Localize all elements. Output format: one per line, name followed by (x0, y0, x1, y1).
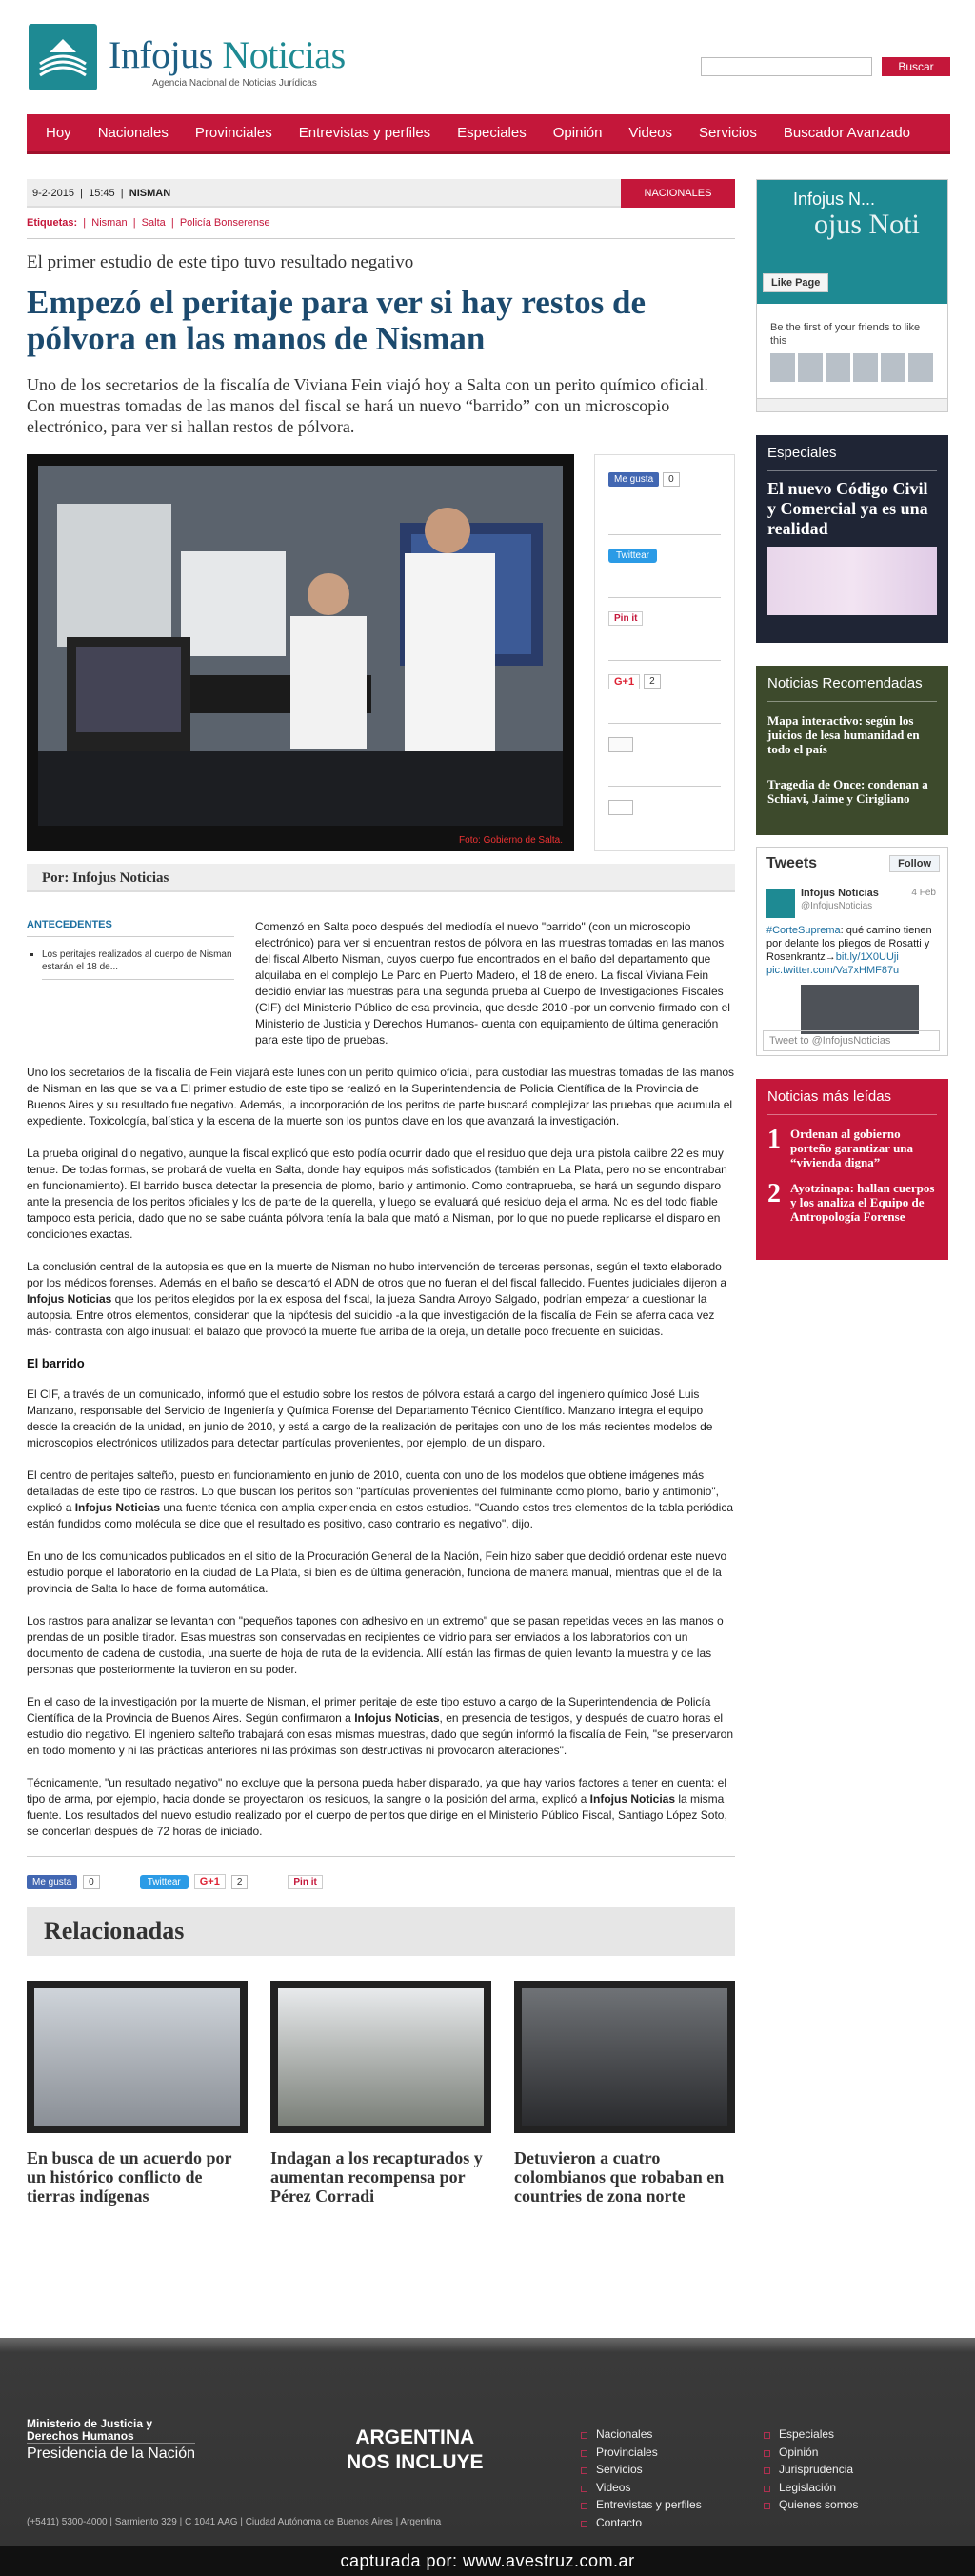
related-image[interactable] (514, 1981, 735, 2133)
related-title[interactable]: Detuvieron a cuatro colombianos que robaban en countries de zona norte (514, 2148, 725, 2206)
footer-link[interactable]: Nacionales (575, 2426, 702, 2444)
article-meta: 9-2-2015 | 15:45 | NISMAN NACIONALES (27, 179, 735, 208)
tweets-title: Tweets (766, 855, 818, 871)
nav-buscador[interactable]: Buscador Avanzado (783, 125, 911, 141)
bottom-share (27, 1856, 735, 1889)
related-item[interactable] (514, 1981, 735, 2206)
brand-subtitle: Agencia Nacional de Noticias Jurídicas (152, 78, 317, 89)
paragraph-2: Uno los secretarios de la fiscalía de Fein viajará este lunes con un perito químico oficial, para custodiar las muestras tomadas de las manos de Nisman en las que se va a El primer estudio de este tipo se realizó en la Superintendencia de Policía Científica de la Provincia de Buenos Aires y su resultado fue negativo. Además, la incorporación de los peritos de parte buscará complejizar las pruebas que acumula el expediente. Toxicología, balística y la escena de la muerte son los puntos clave en los que avanzará la investigación. (27, 1066, 735, 1128)
leida-number: 1 (767, 1125, 781, 1154)
article-time: 15:45 (89, 188, 115, 199)
lab-photo (38, 466, 563, 826)
fb-like-button-bottom[interactable]: Me gusta (27, 1875, 77, 1889)
paragraph-1: Comenzó en Salta poco después del mediodía el nuevo "barrido" (con un microscopio electrónico) para ver si encuentran restos de pólvora en las muestras tomadas en las manos del fiscal Alberto Nisman, cuyos cuerpo fue encontrados en el baño del departamento que alquilaba en el complejo Le Parc en Puerto Madero, el 18 de enero. La fiscal Viviana Fein decidió enviar las muestras para una segunda prueba al Cuerpo de Investigaciones Fiscales (CIF) del Ministerio Público de esa provincia, que desde 2010 -por un convenio firmado con el Ministerio de Justicia y Derechos Humanos- cuenta con equipamiento de última generación para este tipo de pruebas. (255, 920, 730, 1047)
related-title[interactable]: Indagan a los recapturados y aumentan recompensa por Pérez Corradi (270, 2148, 483, 2206)
footer-link[interactable]: Contacto (575, 2514, 702, 2532)
antecedentes-link[interactable]: ▪ Los peritajes realizados al cuerpo de Nisman estarán el 18 de... (42, 949, 234, 980)
nav-nacionales[interactable]: Nacionales (97, 125, 169, 141)
leida-title[interactable]: Ordenan al gobierno porteño garantizar una “vivienda digna” (790, 1127, 914, 1169)
main-nav (27, 114, 950, 154)
tweet-input[interactable]: Tweet to @InfojusNoticias (763, 1030, 940, 1051)
footer-links-2 (758, 2426, 858, 2514)
article-title: Empezó el peritaje para ver si hay restos de pólvora en las manos de Nisman (27, 284, 646, 357)
fb-page-name[interactable]: Infojus N... (793, 190, 876, 209)
article-lead: Uno de los secretarios de la fiscalía de Viviana Fein viajó hoy a Salta con un perito químico oficial. Con muestras tomadas de las manos del fiscal se hará un nuevo “barrido” con un microscopio electrónico, para ver si hallan restos de pólvora. (27, 375, 708, 436)
nav-especiales[interactable]: Especiales (457, 125, 527, 141)
related-grid (27, 1981, 735, 2206)
footer-links-1 (575, 2426, 702, 2531)
divider (27, 238, 735, 239)
tweet-link[interactable]: bit.ly/1X0UUji (835, 951, 899, 963)
gplus-count: 2 (644, 674, 661, 689)
media-block (27, 454, 735, 854)
avatar[interactable] (766, 889, 795, 918)
fb-count-bottom: 0 (83, 1875, 100, 1889)
search-input[interactable] (701, 57, 872, 76)
logo-icon[interactable] (29, 24, 97, 90)
pinterest-button[interactable]: Pin it (608, 611, 643, 626)
share-panel (594, 454, 735, 851)
fb-page-cover-text: ojus Noti (814, 209, 920, 240)
nav-videos[interactable]: Videos (628, 125, 673, 141)
gplus-count-bottom: 2 (231, 1875, 249, 1889)
fb-like-button[interactable]: Me gusta (608, 472, 659, 487)
tweet-date[interactable]: 4 Feb (911, 888, 936, 898)
paragraph-3: La prueba original dio negativo, aunque la fiscal explicó que esto podía ocurrir dado que el residuo que deja una pistola calibre 22 es muy tenue. De todas formas, se probará de vuelta en Salta, donde hay equipos más sofisticados (también en La Plata, pero no se encontraban en funcionamiento). El barrido busca detectar la presencia de plomo, bario y antimonio. Como contraprueba, se hará un segundo disparo ante la presencia de los peritos oficiales y los de parte de la querella, y luego se evaluará qué residuo deja el arma. No es del todo fiable tampoco esta pericia, dado que no se sabe cuánta pólvora tenía la bala que mató a Nisman, por lo que no puede replicarse el disparo en condiciones exactas. (27, 1147, 727, 1241)
site-footer (0, 2338, 975, 2576)
footer-link[interactable]: Provinciales (575, 2444, 702, 2462)
fb-faces (770, 353, 933, 382)
paragraph-6: El centro de peritajes salteño, puesto en funcionamiento en junio de 2010, cuenta con uno de los modelos que obtiene imágenes más detalladas de este tipo de rastros. Lo que buscan los peritos son "partículas provenientes del fulminante como plomo, bario y antimonio", explicó a Infojus Noticias una fuente técnica con amplia experiencia en estos estudios. "Cuando estos tres elementos de la tabla periódica están fundidos como molécula se dice que el resultado es positivo, caso contrario es negativo", dijo. (27, 1468, 734, 1530)
especiales-title: Especiales (767, 445, 937, 471)
recomendada-link[interactable]: Mapa interactivo: según los juicios de lesa humanidad en todo el país (767, 713, 920, 756)
footer-link[interactable]: Legislación (758, 2479, 858, 2497)
search-button[interactable]: Buscar (882, 57, 950, 76)
footer-presidencia[interactable]: Presidencia de la Nación (27, 2443, 195, 2463)
twitter-button-bottom[interactable]: Twittear (140, 1875, 189, 1889)
tweet-author[interactable]: Infojus Noticias (801, 888, 879, 899)
fb-first-friends: Be the first of your friends to like this (770, 322, 921, 347)
especiales-box (756, 435, 948, 643)
recomendadas-box (756, 666, 948, 835)
related-title[interactable]: En busca de un acuerdo por un histórico conflicto de tierras indígenas (27, 2148, 232, 2206)
paragraph-4: La conclusión central de la autopsia es que en la muerte de Nisman no hubo intervención de terceras personas, según el texto elaborado por los médicos forenses. Además en el baño se descartó el ADN de otros que no fueran el del fiscal fallecido. Fuentes judiciales dijeron a Infojus Noticias que los peritos elegidos por la ex esposa del fiscal, la jueza Sandra Arroyo Salgado, podrían empezar a cuestionar la autopsia. Entre otros elementos, consideran que la hipótesis del suicidio -a la que investigación de la fiscalía de Fein se aferra cada vez más- contrasta con algo inusual: el balazo que provocó la muerte fue arriba de la oreja, un detalle poco frecuente en suicidas. (27, 1260, 727, 1338)
mas-leidas-box (756, 1079, 948, 1260)
footer-link[interactable]: Opinión (758, 2444, 858, 2462)
paragraph-8: Los rastros para analizar se levantan con "pequeños tapones con adhesivo en un extremo" que se pasan repetidas veces en las manos o prendas de un posible tirador. Esas muestras son conservadas en recipientes de vidrio para ser enviados a los laboratorios con un documento de cadena de custodia, una suerte de hoja de ruta de la evidencia. Allí están las firmas de quien levanto la muestra y de las personas que posteriormente la tuvieron en su poder. (27, 1614, 724, 1676)
gplus-button[interactable]: G+1 (608, 674, 640, 689)
footer-link[interactable]: Entrevistas y perfiles (575, 2496, 702, 2514)
leida-number: 2 (767, 1179, 781, 1208)
article-date: 9-2-2015 (32, 188, 75, 199)
nav-entrevistas[interactable]: Entrevistas y perfiles (298, 125, 431, 141)
brand-name[interactable]: Infojus Noticias (109, 33, 346, 76)
especiales-link[interactable]: El nuevo Código Civil y Comercial ya es una realidad (767, 479, 928, 538)
tags-row: Etiquetas: | Nisman | Salta | Policía Bonserense (27, 217, 270, 229)
tweet-text: #CorteSuprema: qué camino tienen por delante los pliegos de Rosatti y Rosenkrantz→bit.ly/1X0UUji pic.twitter.com/Va7xHMF87u (766, 925, 932, 976)
related-heading: Relacionadas (27, 1907, 735, 1956)
footer-link[interactable]: Quienes somos (758, 2496, 858, 2514)
twitter-widget (756, 847, 948, 1056)
nav-opinion[interactable]: Opinión (552, 125, 603, 141)
fb-like-count: 0 (663, 472, 680, 487)
site-header (27, 21, 950, 95)
leida-item[interactable] (767, 1127, 937, 1169)
article-topic[interactable]: NISMAN (129, 188, 171, 199)
recomendadas-title: Noticias Recomendadas (767, 675, 937, 702)
capture-credit: capturada por: www.avestruz.com.ar (0, 2546, 975, 2576)
argentina-line-1: ARGENTINA (355, 2426, 475, 2448)
twitter-button[interactable]: Twittear (608, 549, 657, 563)
tweet-image[interactable] (801, 985, 919, 1034)
tweet-handle[interactable]: @InfojusNoticias (801, 901, 873, 911)
tweet-pic-link[interactable]: pic.twitter.com/Va7xHMF87u (766, 965, 900, 976)
paragraph-5: El CIF, a través de un comunicado, informó que el estudio sobre los restos de pólvora estará a cargo del ingeniero químico José Luis Manzano, responsable del Servicio de Ingeniería y Química Forense del Departamento Técnico Científico. Manzano integra el equipo desde la creación de la unidad, en junio de 2010, y está a cargo de la realización de peritajes con uno de los más recientes modelos de microscopios electrónicos utilizados para detectar partículas provenientes, por ejemplo, de un disparo. (27, 1388, 713, 1449)
subheading: El barrido (27, 1356, 85, 1370)
footer-link[interactable]: Servicios (575, 2461, 702, 2479)
paragraph-10: Técnicamente, "un resultado negativo" no excluye que la persona pueda haber disparado, ya que hay varios factores a tener en cuenta: el tipo de arma, por ejemplo, hacia donde se proyectaron los residuos, la sangre o la posición del arma, explicó a Infojus Noticias la misma fuente. Los resultados del nuevo estudio realizado por el cuerpo de peritos que dirige en el Ministerio Público Fiscal, Santiago López Soto, se concerlan después de 72 horas de iniciado. (27, 1776, 727, 1838)
nav-hoy[interactable]: Hoy (46, 125, 71, 141)
antecedentes-box (27, 919, 234, 980)
fb-cover[interactable] (757, 180, 947, 304)
article-body (27, 919, 735, 1840)
article-photo[interactable] (27, 454, 574, 851)
tweet-hashtag[interactable]: #CorteSuprema (766, 925, 841, 936)
footer-link[interactable]: Especiales (758, 2426, 858, 2444)
paragraph-9: En el caso de la investigación por la muerte de Nisman, el primer peritaje de este tipo estuvo a cargo de la Superintendencia de Policía Científica de la Provincia de Buenos Aires. Según confirmaron a Infojus Noticias, en presencia de testigos, y después de cuatro horas el estudio dio negativo. El ingeniero salteño trabajará con esas mismas muestras, dado que según informó la fiscalía de Fein, "se preservaron en todo momento y ni las prácticas anteriores ni las próximas son destructivas ni provocaron alteraciones". (27, 1695, 734, 1757)
article-kicker: El primer estudio de este tipo tuvo resultado negativo (27, 252, 414, 272)
recomendada-link[interactable]: Tragedia de Once: condenan a Schiavi, Jaime y Cirigliano (767, 777, 928, 806)
section-badge[interactable]: NACIONALES (621, 179, 735, 208)
follow-button[interactable]: Follow (889, 855, 940, 872)
footer-link[interactable]: Videos (575, 2479, 702, 2497)
nav-provinciales[interactable]: Provinciales (194, 125, 272, 141)
tag-policia[interactable]: Policía Bonserense (179, 217, 270, 229)
article-author: Por: Infojus Noticias (27, 864, 735, 892)
tags-label: Etiquetas: (27, 217, 78, 229)
facebook-widget (756, 179, 948, 412)
photo-caption: Foto: Gobierno de Salta. (459, 835, 563, 846)
related-image[interactable] (27, 1981, 248, 2133)
leida-item[interactable] (767, 1181, 937, 1224)
leida-title[interactable]: Ayotzinapa: hallan cuerpos y los analiza el Equipo de Antropología Forense (790, 1181, 935, 1224)
gplus-button-bottom[interactable]: G+1 (194, 1874, 226, 1889)
sidebar (756, 179, 948, 1260)
paragraph-7: En uno de los comunicados publicados en el sitio de la Procuración General de la Nación, Fein hizo saber que decidió ordenar este nuevo estudio porque el laboratorio en la ciudad de La Plata, si bien es de última generación, funciona de manera manual, mientras que el de la provincia de Salta lo hace de forma automática. (27, 1549, 727, 1595)
footer-address: (+5411) 5300-4000 | Sarmiento 329 | C 1041 AAG | Ciudad Autónoma de Buenos Aires | Argentina (27, 2517, 442, 2527)
email-icon[interactable] (608, 800, 633, 815)
tag-salta[interactable]: Salta (141, 217, 166, 229)
related-item[interactable] (27, 1981, 248, 2206)
fb-scrollbar[interactable] (757, 398, 947, 411)
tag-nisman[interactable]: Nisman (91, 217, 128, 229)
footer-argentina-logo[interactable] (347, 2426, 484, 2475)
article-column (27, 179, 735, 2206)
footer-link[interactable]: Jurisprudencia (758, 2461, 858, 2479)
nav-servicios[interactable]: Servicios (699, 125, 757, 141)
footer-ministerio[interactable]: Ministerio de Justicia y Derechos Humanos (27, 2417, 153, 2443)
argentina-line-2: NOS INCLUYE (347, 2451, 484, 2473)
print-icon[interactable] (608, 737, 633, 752)
antecedentes-title: ANTECEDENTES (27, 919, 234, 937)
pinterest-button-bottom[interactable]: Pin it (288, 1875, 322, 1889)
mas-leidas-title: Noticias más leídas (767, 1088, 937, 1115)
especiales-image[interactable] (767, 547, 937, 615)
related-item[interactable] (270, 1981, 491, 2206)
related-image[interactable] (270, 1981, 491, 2133)
fb-like-page-button[interactable]: Like Page (763, 273, 828, 292)
